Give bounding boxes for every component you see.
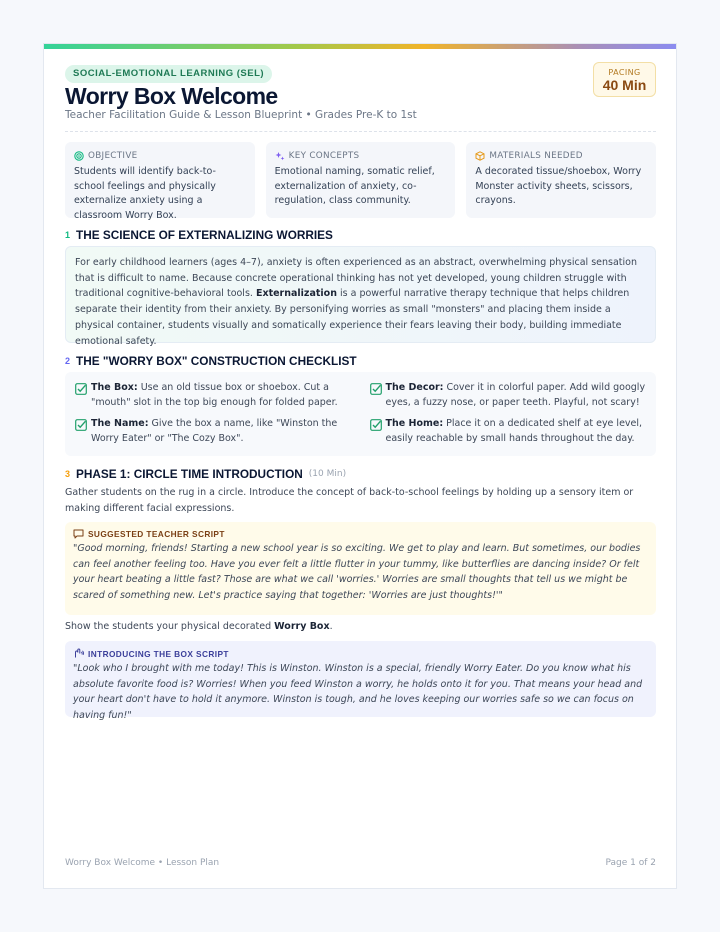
gradient-top-bar [44, 44, 676, 49]
sel-badge: SOCIAL-EMOTIONAL LEARNING (SEL) [65, 65, 272, 83]
box-icon [475, 151, 485, 161]
checklist-item-label: The Home: [385, 418, 444, 429]
checkbox-checked-icon [370, 383, 382, 395]
summary-cards [65, 142, 656, 221]
science-text-after: is a powerful narrative therapy technique that helps children separate their identity from their anxiety. By personifying worries as small "monsters" and placing them inside a physical container, students visually and somatically experience their fears leaving their body, building immediate emotional safety. [75, 288, 630, 347]
section-1-number: 1 [65, 230, 71, 240]
checklist-item-text: Use an old tissue box or shoebox. Cut a "mouth" slot in the top big enough for folded paper. [91, 382, 338, 408]
section-2-title: THE "WORRY BOX" CONSTRUCTION CHECKLIST [76, 354, 357, 368]
pacing-value: 40 Min [602, 77, 647, 93]
hand-wave-icon [73, 648, 84, 659]
section-3-header [65, 467, 346, 481]
section-3-duration: (10 Min) [308, 469, 347, 479]
show-box-bold: Worry Box [274, 621, 330, 632]
section-3-title: PHASE 1: CIRCLE TIME INTRODUCTION [76, 467, 303, 481]
section-2-header [65, 354, 357, 368]
checklist-item-text: Place it on a dedicated shelf at eye level, easily reachable by small hands throughout the day. [385, 418, 643, 444]
checklist-item-decor [370, 381, 647, 410]
section-2-number: 2 [65, 356, 71, 366]
page-subtitle: Teacher Facilitation Guide & Lesson Blueprint • Grades Pre-K to 1st [65, 109, 417, 121]
checklist-item-name [75, 417, 352, 446]
teacher-script-text: "Good morning, friends! Starting a new school year is so exciting. We get to play and learn. But sometimes, our bodies can feel another feeling too. Have you ever felt a little flutter in your tummy, like butterflies are dancing inside? Or felt your heart beating a little fast? Those are what we call 'worries.' Worries are small thoughts that tell us we might be scared of something new. Let's practice saying that together: 'Worries are just thoughts!'" [73, 543, 641, 602]
objective-card-title: OBJECTIVE [88, 151, 138, 161]
footer-document-name: Worry Box Welcome • Lesson Plan [65, 858, 220, 868]
checklist-item-home [370, 417, 647, 446]
pacing-box [593, 62, 656, 97]
show-box-text-before: Show the students your physical decorated [65, 621, 275, 632]
teacher-script-panel [65, 522, 656, 615]
checklist-item-label: The Box: [91, 382, 138, 393]
materials-card-body: A decorated tissue/shoebox, Worry Monster activity sheets, scissors, crayons. [475, 166, 642, 206]
sparkle-icon [275, 151, 285, 161]
objective-card [65, 142, 255, 221]
checklist-item-text: Cover it in colorful paper. Add wild googly eyes, a fuzzy nose, or paper teeth. Playful, not scary! [385, 382, 646, 408]
target-icon [74, 151, 84, 161]
materials-card-title: MATERIALS NEEDED [489, 151, 583, 161]
show-box-text-after: . [329, 621, 333, 632]
science-bold-term: Externalization [255, 288, 337, 300]
key-concepts-card-title: KEY CONCEPTS [288, 151, 360, 161]
checklist-item-label: The Name: [91, 418, 149, 429]
key-concepts-card [266, 142, 456, 218]
teacher-script-label: SUGGESTED TEACHER SCRIPT [88, 529, 225, 539]
box-script-panel [65, 641, 656, 722]
section-1-title: THE SCIENCE OF EXTERNALIZING WORRIES [76, 228, 333, 242]
science-panel [65, 246, 656, 347]
footer-page-number: Page 1 of 2 [605, 858, 656, 868]
header-divider [65, 131, 656, 132]
pacing-label: PACING [608, 68, 641, 77]
box-script-label: INTRODUCING THE BOX SCRIPT [88, 648, 229, 659]
box-script-text: "Look who I brought with me today! This is Winston. Winston is a special, friendly Worry Eater. Do you know what his absolute favorite food is? Worries! When you feed Winston a worry, he holds onto it for you. That means your head and your heart don't have to hold it anymore. Winston is tough, and he loves keeping our worries safe so we can focus on having fun!" [73, 663, 643, 722]
page-footer [65, 858, 656, 868]
speech-bubble-icon [73, 529, 84, 539]
phase-1-intro: Gather students on the rug in a circle. Introduce the concept of back-to-school feelings by holding up a sensory item or making different facial expressions. [65, 487, 634, 514]
checkbox-checked-icon [75, 419, 87, 431]
show-box-instruction [65, 619, 656, 635]
lesson-page [43, 43, 677, 889]
checklist-item-text: Give the box a name, like "Winston the Worry Eater" or "The Cozy Box". [91, 418, 338, 444]
page-title: Worry Box Welcome [65, 83, 278, 109]
construction-checklist [65, 372, 656, 456]
science-text-before: For early childhood learners (ages 4–7), anxiety is often experienced as an abstract, overwhelming physical sensation that is difficult to name. Because concrete operational thinking has not yet developed, young children struggle with traditional cognitive-behavioral tools. [75, 257, 638, 300]
materials-card [466, 142, 656, 218]
checklist-item-label: The Decor: [385, 382, 444, 393]
section-1-header [65, 228, 333, 242]
checkbox-checked-icon [75, 383, 87, 395]
objective-card-body: Students will identify back-to-school feelings and physically externalize anxiety using a classroom Worry Box. [74, 166, 216, 221]
key-concepts-card-body: Emotional naming, somatic relief, externalization of anxiety, co-regulation, class community. [274, 166, 435, 206]
section-3-number: 3 [65, 469, 71, 479]
checkbox-checked-icon [370, 419, 382, 431]
checklist-item-box [75, 381, 352, 410]
